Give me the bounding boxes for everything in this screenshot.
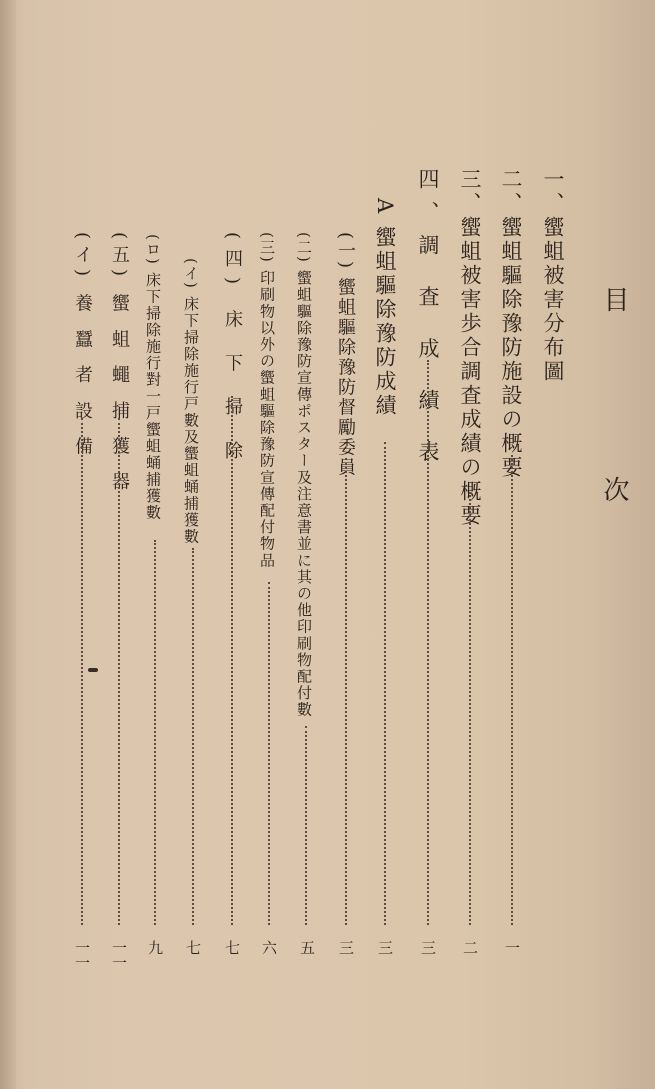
toc-entry-sub-1: (一) 蠁蛆驅除豫防督勵委員	[335, 232, 356, 478]
leader-dots	[427, 360, 429, 925]
leader-dots	[345, 458, 347, 925]
leader-dots	[384, 442, 386, 925]
toc-entry-4: 四、調 査 成 績 表	[416, 168, 440, 474]
leader-dots	[268, 582, 270, 925]
page-number: 一一	[73, 940, 91, 970]
toc-entry-3: 三、蠁蛆被害歩合調査成績の概要	[458, 168, 482, 528]
leader-dots	[231, 396, 233, 925]
toc-entry-2: 二、蠁蛆驅除豫防施設の概要	[499, 168, 523, 480]
toc-entry-A: A 蠁蛆驅除豫防成績	[373, 198, 397, 418]
toc-entry-sub-4a: (イ) 床下掃除施行戸數及蠁蛆蛹捕獲數	[182, 258, 200, 545]
ink-mark	[88, 668, 98, 672]
leader-dots	[154, 540, 156, 925]
toc-title: 目 次	[599, 286, 629, 581]
leader-dots	[469, 492, 471, 925]
page-number: 七	[223, 940, 241, 955]
book-spine-shadow	[0, 0, 16, 1089]
toc-entry-sub-3: (三) 印刷物以外の蠁蛆驅除豫防宣傳配付物品	[258, 232, 276, 569]
leader-dots	[118, 418, 120, 925]
page-number: 七	[184, 940, 202, 955]
page-number: 三	[376, 940, 394, 955]
page-number: 九	[146, 940, 164, 955]
toc-entry-sub-2: (二) 蠁蛆驅除豫防宣傳ポスター及注意書並に其の他印刷物配付數	[295, 232, 313, 719]
page-number: 一一	[110, 940, 128, 970]
toc-entry-sub-4b: (ロ) 床下掃除施行對一戸蠁蛆蛹捕獲數	[144, 234, 162, 521]
page-number: 三	[337, 940, 355, 955]
toc-entry-sub-5: (五) 蠁 蛆 蠅 捕 獲 器	[109, 232, 130, 497]
page-number: 二	[461, 940, 479, 955]
leader-dots	[192, 548, 194, 925]
toc-entry-1: 一、蠁蛆被害分布圖	[541, 168, 565, 384]
leader-dots	[81, 418, 83, 925]
page-number: 六	[260, 940, 278, 955]
toc-entry-sub-5a: (イ) 養 蠶 者 設 備	[72, 232, 93, 461]
page-number: 三	[419, 940, 437, 955]
leader-dots	[305, 726, 307, 925]
toc-entry-sub-4: (四) 床 下 掃 除	[222, 232, 243, 469]
page-number: 一	[503, 940, 521, 955]
leader-dots	[511, 455, 513, 925]
page-number: 五	[298, 940, 316, 955]
